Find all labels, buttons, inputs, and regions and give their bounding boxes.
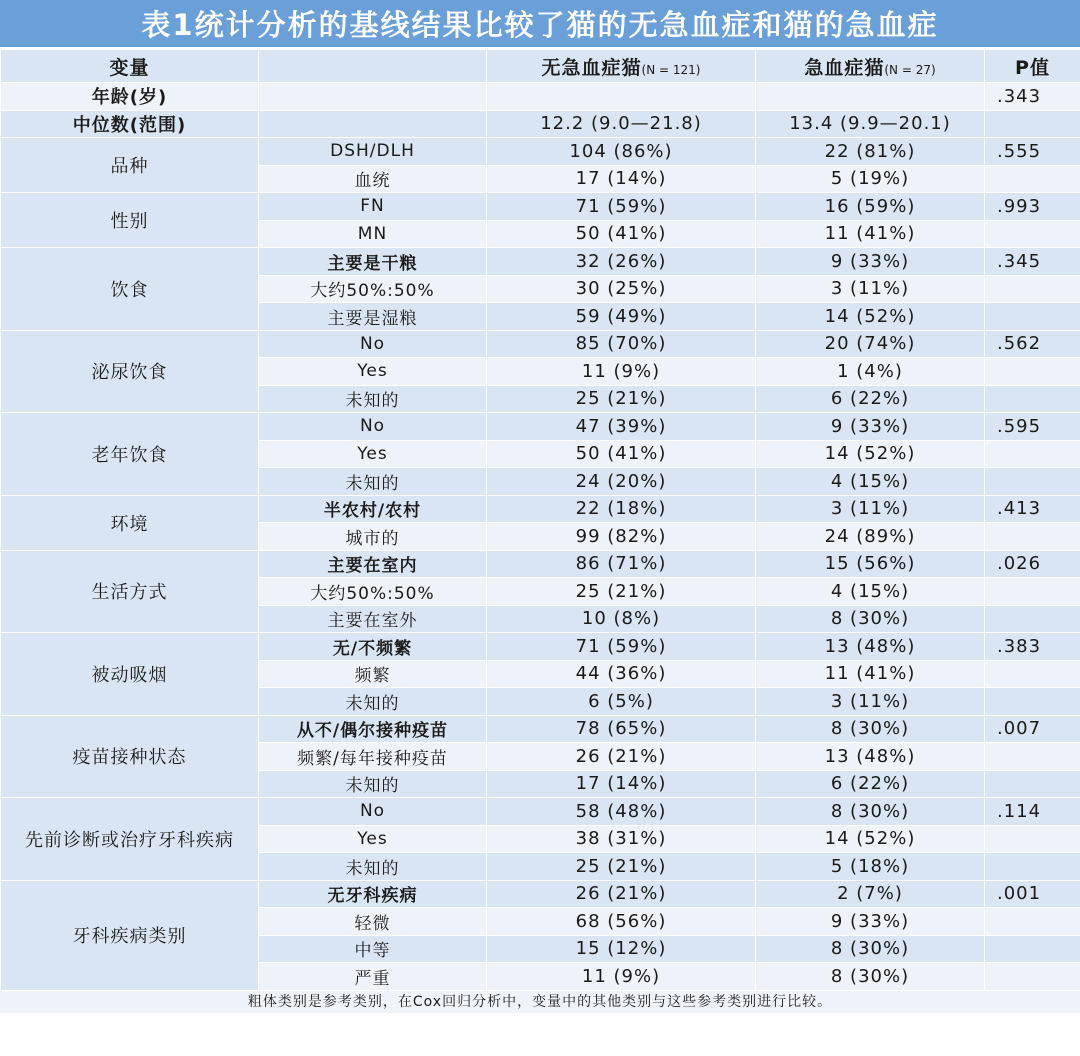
header-group1 — [487, 50, 756, 83]
variable-label: 被动吸烟 — [1, 633, 259, 716]
p-value — [985, 963, 1080, 991]
group2-value: 11 (41%) — [756, 220, 985, 248]
category-label: Yes — [259, 825, 487, 853]
group2-value: 13 (48%) — [756, 633, 985, 661]
median-group1: 12.2 (9.0—21.8) — [487, 110, 756, 138]
p-value — [985, 440, 1080, 468]
table-row — [1, 715, 1080, 743]
table-row — [1, 633, 1080, 661]
group1-value: 85 (70%) — [487, 330, 756, 358]
group1-value: 17 (14%) — [487, 165, 756, 193]
median-row — [1, 110, 1080, 138]
variable-label: 环境 — [1, 495, 259, 550]
header-group1-label: 无急血症猫 — [541, 56, 642, 79]
category-label: 无牙科疾病 — [259, 880, 487, 908]
variable-label: 性别 — [1, 193, 259, 248]
p-value — [985, 220, 1080, 248]
header-row — [1, 50, 1080, 83]
p-value — [985, 908, 1080, 936]
empty-cell — [756, 83, 985, 111]
p-value: .345 — [985, 248, 1080, 276]
category-label: 未知的 — [259, 770, 487, 798]
variable-label: 牙科疾病类别 — [1, 880, 259, 990]
category-label: 半农村/农村 — [259, 495, 487, 523]
table-body — [1, 83, 1080, 991]
group2-value: 9 (33%) — [756, 413, 985, 441]
variable-label: 老年饮食 — [1, 413, 259, 496]
group1-value: 11 (9%) — [487, 963, 756, 991]
group2-value: 8 (30%) — [756, 715, 985, 743]
variable-label: 品种 — [1, 138, 259, 193]
group1-value: 78 (65%) — [487, 715, 756, 743]
p-value — [985, 523, 1080, 551]
p-value: .007 — [985, 715, 1080, 743]
category-label: 城市的 — [259, 523, 487, 551]
category-label: 大约50%:50% — [259, 578, 487, 606]
age-row — [1, 83, 1080, 111]
group1-value: 10 (8%) — [487, 605, 756, 633]
group1-value: 58 (48%) — [487, 798, 756, 826]
category-label: Yes — [259, 440, 487, 468]
group2-value: 15 (56%) — [756, 550, 985, 578]
category-label: 严重 — [259, 963, 487, 991]
group1-value: 32 (26%) — [487, 248, 756, 276]
table-row — [1, 330, 1080, 358]
table-title: 表1统计分析的基线结果比较了猫的无急血症和猫的急血症 — [0, 0, 1080, 49]
age-label: 年龄(岁) — [1, 83, 259, 111]
category-label: DSH/DLH — [259, 138, 487, 166]
category-label: 未知的 — [259, 688, 487, 716]
p-value: .026 — [985, 550, 1080, 578]
p-value: .562 — [985, 330, 1080, 358]
header-group1-n: (N = 121) — [641, 62, 701, 77]
group2-value: 20 (74%) — [756, 330, 985, 358]
group1-value: 104 (86%) — [487, 138, 756, 166]
group1-value: 6 (5%) — [487, 688, 756, 716]
empty-cell — [259, 110, 487, 138]
p-value: .993 — [985, 193, 1080, 221]
category-label: 无/不频繁 — [259, 633, 487, 661]
p-value — [985, 165, 1080, 193]
p-value: .001 — [985, 880, 1080, 908]
group1-value: 24 (20%) — [487, 468, 756, 496]
p-value: .595 — [985, 413, 1080, 441]
category-label: Yes — [259, 358, 487, 386]
p-value — [985, 578, 1080, 606]
group2-value: 5 (19%) — [756, 165, 985, 193]
group2-value: 24 (89%) — [756, 523, 985, 551]
group2-value: 4 (15%) — [756, 468, 985, 496]
category-label: 未知的 — [259, 853, 487, 881]
age-p-value: .343 — [985, 83, 1080, 111]
category-label: 频繁 — [259, 660, 487, 688]
p-value — [985, 605, 1080, 633]
p-value — [985, 688, 1080, 716]
group2-value: 5 (18%) — [756, 853, 985, 881]
group1-value: 11 (9%) — [487, 358, 756, 386]
table-row — [1, 413, 1080, 441]
p-value — [985, 358, 1080, 386]
table-row — [1, 495, 1080, 523]
p-value — [985, 743, 1080, 771]
table-row — [1, 880, 1080, 908]
group2-value: 3 (11%) — [756, 275, 985, 303]
group2-value: 6 (22%) — [756, 385, 985, 413]
p-value — [985, 303, 1080, 331]
group2-value: 16 (59%) — [756, 193, 985, 221]
header-group2-label: 急血症猫 — [804, 56, 885, 79]
category-label: 未知的 — [259, 468, 487, 496]
group1-value: 68 (56%) — [487, 908, 756, 936]
group1-value: 44 (36%) — [487, 660, 756, 688]
variable-label: 泌尿饮食 — [1, 330, 259, 413]
group1-value: 71 (59%) — [487, 193, 756, 221]
table-row — [1, 550, 1080, 578]
group1-value: 26 (21%) — [487, 743, 756, 771]
group1-value: 25 (21%) — [487, 385, 756, 413]
group2-value: 8 (30%) — [756, 798, 985, 826]
group1-value: 26 (21%) — [487, 880, 756, 908]
group2-value: 14 (52%) — [756, 303, 985, 331]
group1-value: 47 (39%) — [487, 413, 756, 441]
header-group2-n: (N = 27) — [884, 62, 936, 77]
group2-value: 9 (33%) — [756, 908, 985, 936]
table-row — [1, 248, 1080, 276]
group2-value: 2 (7%) — [756, 880, 985, 908]
group1-value: 17 (14%) — [487, 770, 756, 798]
median-group2: 13.4 (9.9—20.1) — [756, 110, 985, 138]
group2-value: 4 (15%) — [756, 578, 985, 606]
group2-value: 9 (33%) — [756, 248, 985, 276]
category-label: 从不/偶尔接种疫苗 — [259, 715, 487, 743]
category-label: 未知的 — [259, 385, 487, 413]
group2-value: 1 (4%) — [756, 358, 985, 386]
p-value — [985, 770, 1080, 798]
group2-value: 11 (41%) — [756, 660, 985, 688]
p-value — [985, 275, 1080, 303]
variable-label: 饮食 — [1, 248, 259, 331]
footnote: 粗体类别是参考类别，在Cox回归分析中，变量中的其他类别与这些参考类别进行比较。 — [0, 991, 1080, 1013]
table-row — [1, 798, 1080, 826]
group2-value: 3 (11%) — [756, 688, 985, 716]
variable-label: 疫苗接种状态 — [1, 715, 259, 798]
group1-value: 25 (21%) — [487, 853, 756, 881]
group2-value: 8 (30%) — [756, 935, 985, 963]
category-label: 主要是干粮 — [259, 248, 487, 276]
empty-cell — [259, 83, 487, 111]
p-value — [985, 468, 1080, 496]
variable-label: 生活方式 — [1, 550, 259, 633]
group1-value: 50 (41%) — [487, 440, 756, 468]
group2-value: 8 (30%) — [756, 963, 985, 991]
category-label: 血统 — [259, 165, 487, 193]
group2-value: 14 (52%) — [756, 825, 985, 853]
category-label: No — [259, 798, 487, 826]
empty-cell — [985, 110, 1080, 138]
category-label: 轻微 — [259, 908, 487, 936]
variable-label: 先前诊断或治疗牙科疾病 — [1, 798, 259, 881]
p-value: .114 — [985, 798, 1080, 826]
category-label: 主要在室内 — [259, 550, 487, 578]
category-label: No — [259, 330, 487, 358]
category-label: MN — [259, 220, 487, 248]
p-value — [985, 385, 1080, 413]
header-group2 — [756, 50, 985, 83]
group1-value: 86 (71%) — [487, 550, 756, 578]
baseline-table — [0, 49, 1080, 991]
p-value — [985, 660, 1080, 688]
header-p-value: P值 — [985, 50, 1080, 83]
group2-value: 22 (81%) — [756, 138, 985, 166]
category-label: No — [259, 413, 487, 441]
median-label: 中位数(范围) — [1, 110, 259, 138]
table-row — [1, 138, 1080, 166]
category-label: FN — [259, 193, 487, 221]
header-category — [259, 50, 487, 83]
group1-value: 71 (59%) — [487, 633, 756, 661]
header-variable: 变量 — [1, 50, 259, 83]
group2-value: 6 (22%) — [756, 770, 985, 798]
category-label: 主要是湿粮 — [259, 303, 487, 331]
group1-value: 25 (21%) — [487, 578, 756, 606]
group1-value: 38 (31%) — [487, 825, 756, 853]
category-label: 中等 — [259, 935, 487, 963]
group1-value: 30 (25%) — [487, 275, 756, 303]
p-value: .555 — [985, 138, 1080, 166]
p-value: .383 — [985, 633, 1080, 661]
group2-value: 14 (52%) — [756, 440, 985, 468]
group1-value: 22 (18%) — [487, 495, 756, 523]
group2-value: 13 (48%) — [756, 743, 985, 771]
group2-value: 3 (11%) — [756, 495, 985, 523]
category-label: 主要在室外 — [259, 605, 487, 633]
p-value — [985, 853, 1080, 881]
group1-value: 59 (49%) — [487, 303, 756, 331]
p-value — [985, 825, 1080, 853]
category-label: 大约50%:50% — [259, 275, 487, 303]
p-value — [985, 935, 1080, 963]
category-label: 频繁/每年接种疫苗 — [259, 743, 487, 771]
p-value: .413 — [985, 495, 1080, 523]
group1-value: 50 (41%) — [487, 220, 756, 248]
group2-value: 8 (30%) — [756, 605, 985, 633]
group1-value: 99 (82%) — [487, 523, 756, 551]
empty-cell — [487, 83, 756, 111]
group1-value: 15 (12%) — [487, 935, 756, 963]
table-row — [1, 193, 1080, 221]
